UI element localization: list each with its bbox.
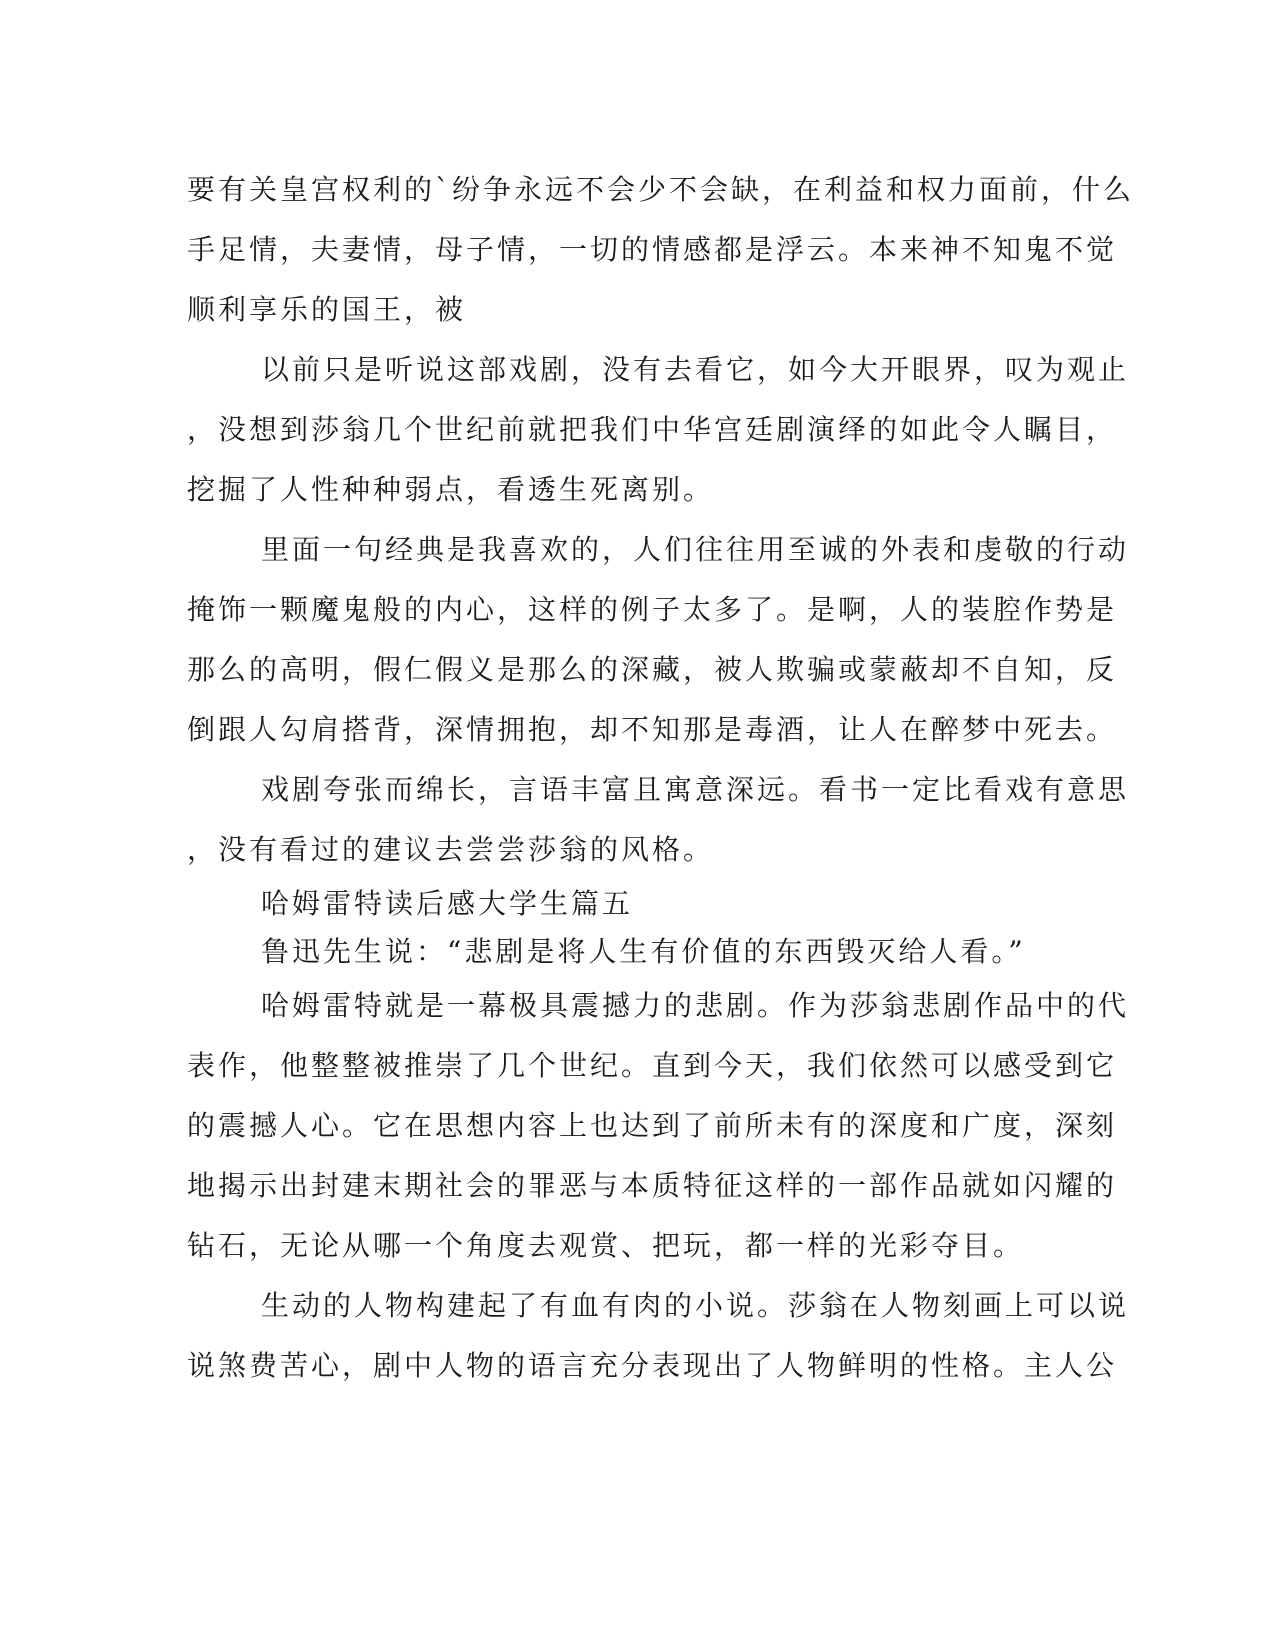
document-page	[187, 160, 1135, 1396]
paragraph-line: 掩饰一颗魔鬼般的内心，这样的例子太多了。是啊，人的装腔作势是	[187, 593, 1118, 626]
paragraph-line: 表作，他整整被推崇了几个世纪。直到今天，我们依然可以感受到它	[187, 1049, 1118, 1082]
paragraph-line: 那么的高明，假仁假义是那么的深藏，被人欺骗或蒙蔽却不自知，反	[187, 653, 1118, 686]
paragraph-line: ，没有看过的建议去尝尝莎翁的风格。	[187, 833, 715, 866]
paragraph-line: 手足情，夫妻情，母子情，一切的情感都是浮云。本来神不知鬼不觉	[187, 233, 1118, 266]
paragraph-line: 要有关皇宫权利的`纷争永远不会少不会缺，在利益和权力面前，什么	[187, 173, 1135, 206]
paragraph-line: ，没想到莎翁几个世纪前就把我们中华宫廷剧演绎的如此令人瞩目，	[187, 413, 1118, 446]
paragraph-line: 钻石，无论从哪一个角度去观赏、把玩，都一样的光彩夺目。	[187, 1229, 1025, 1262]
paragraph-line: 倒跟人勾肩搭背，深情拥抱，却不知那是毒酒，让人在醉梦中死去。	[187, 713, 1118, 746]
paragraph-first-line: 戏剧夸张而绵长，言语丰富且寓意深远。看书一定比看戏有意思	[261, 773, 1130, 806]
paragraph-line: 说煞费苦心，剧中人物的语言充分表现出了人物鲜明的性格。主人公	[187, 1349, 1118, 1382]
paragraph-first-line: 里面一句经典是我喜欢的，人们往往用至诚的外表和虔敬的行动	[261, 533, 1130, 566]
paragraph-first-line: 以前只是听说这部戏剧，没有去看它，如今大开眼界，叹为观止	[261, 353, 1130, 386]
paragraph-first-line: 哈姆雷特读后感大学生篇五	[261, 887, 634, 920]
paragraph-line: 地揭示出封建末期社会的罪恶与本质特征这样的一部作品就如闪耀的	[187, 1169, 1118, 1202]
paragraph-first-line: 生动的人物构建起了有血有肉的小说。莎翁在人物刻画上可以说	[261, 1289, 1130, 1322]
paragraph-line: 的震撼人心。它在思想内容上也达到了前所未有的深度和广度，深刻	[187, 1109, 1118, 1142]
paragraph-line: 顺利享乐的国王，被	[187, 293, 467, 326]
paragraph-first-line: 哈姆雷特就是一幕极具震撼力的悲剧。作为莎翁悲剧作品中的代	[261, 989, 1130, 1022]
paragraph-line: 挖掘了人性种种弱点，看透生死离别。	[187, 473, 715, 506]
paragraph-first-line: 鲁迅先生说：“悲剧是将人生有价值的东西毁灭给人看。”	[261, 935, 1026, 968]
